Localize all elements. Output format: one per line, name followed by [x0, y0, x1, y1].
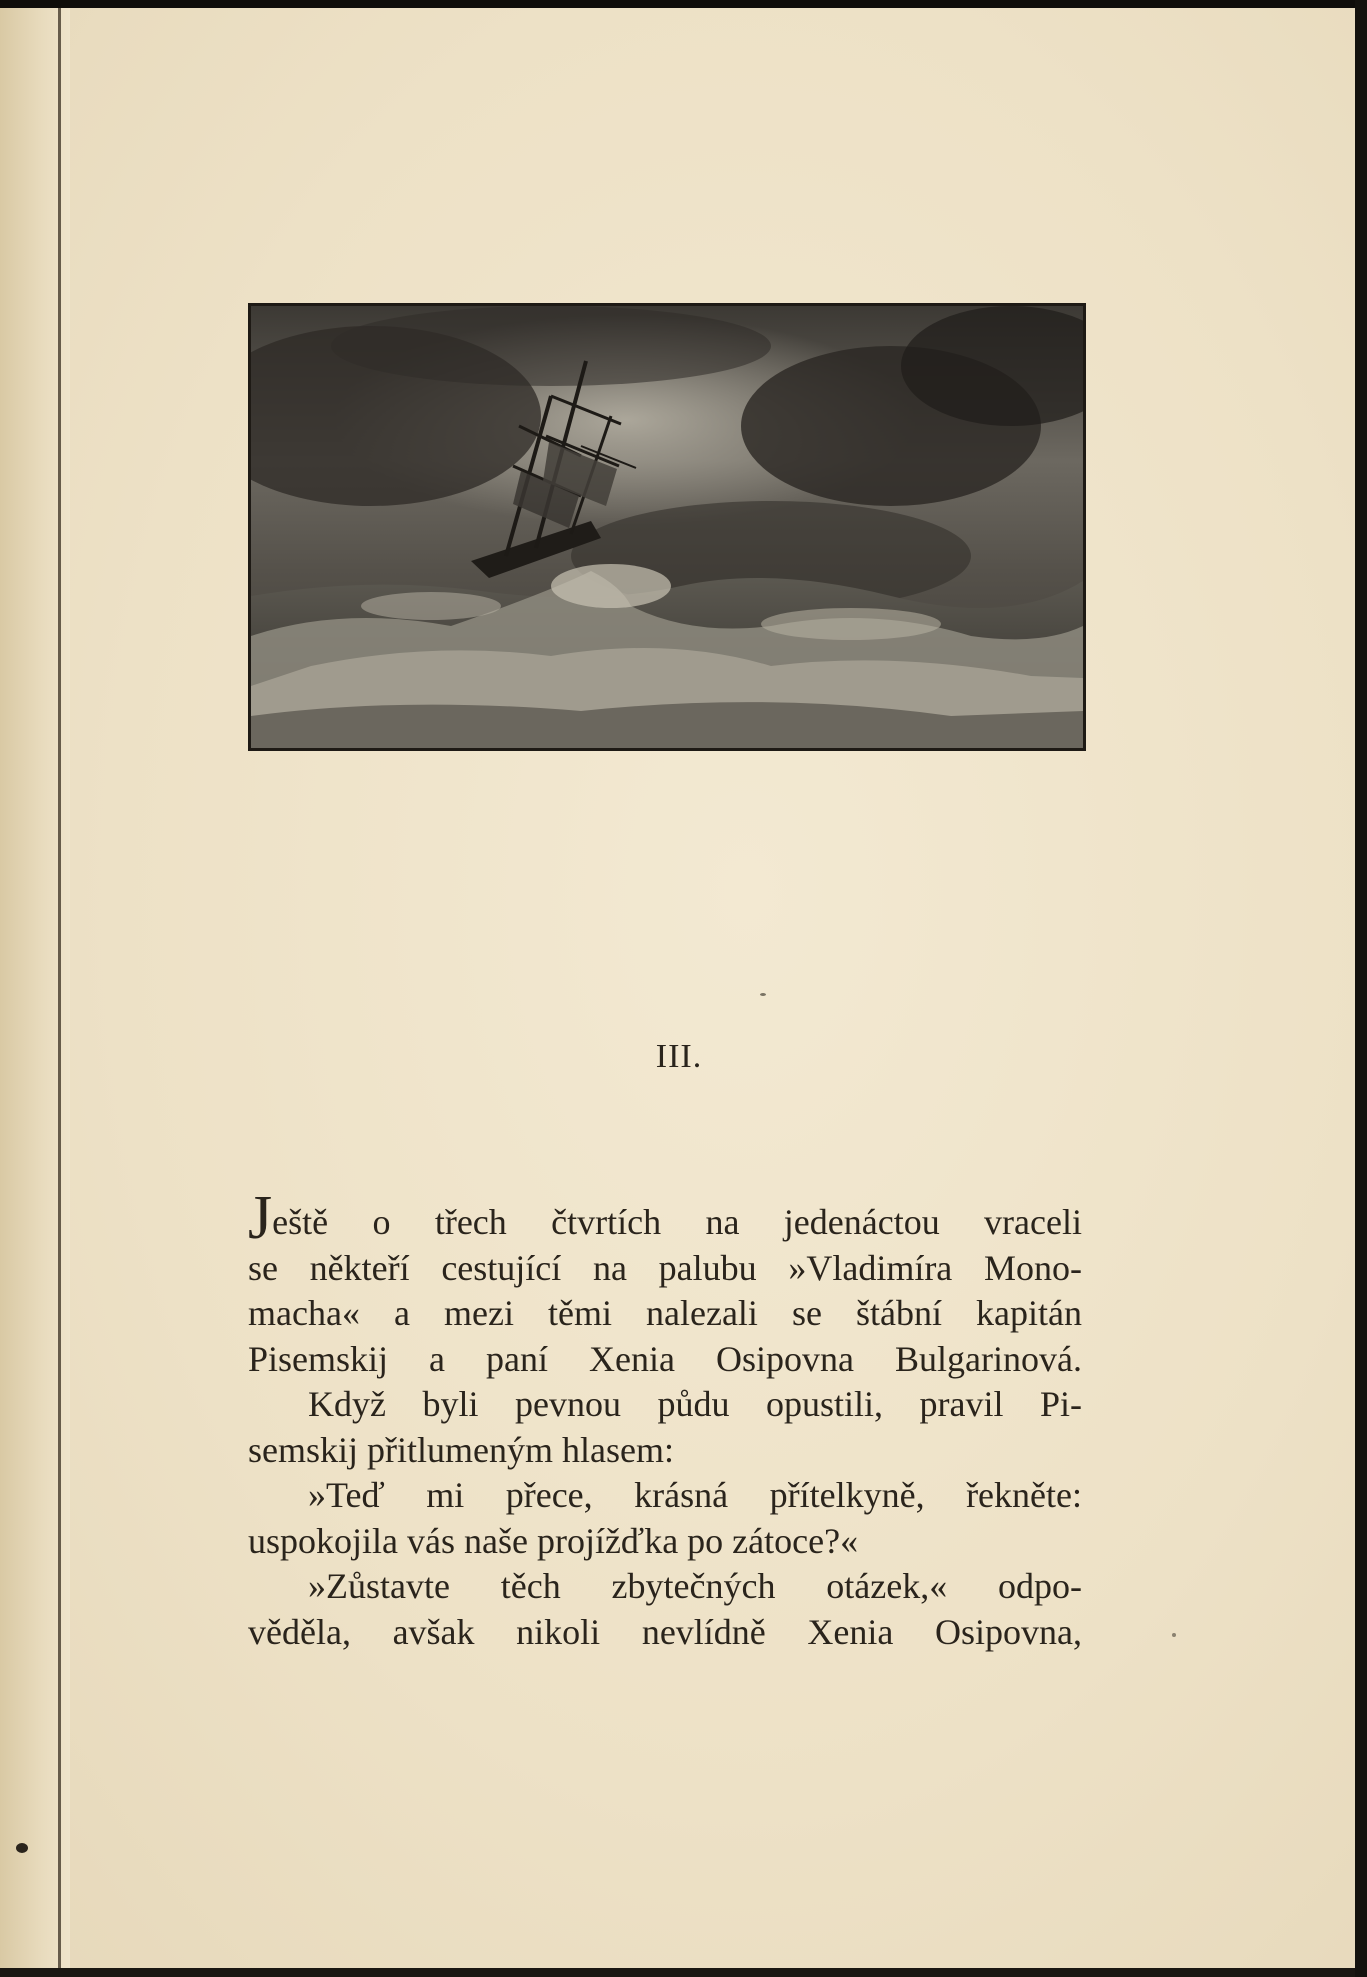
ship-storm-illustration [248, 303, 1086, 751]
text-line-1 [248, 1184, 1082, 1252]
paragraph-1 [248, 1184, 1082, 1382]
text-line-7: »Teď mi přece, krásná přítelkyně, řekněte: [308, 1475, 1082, 1515]
binding-fold [58, 8, 61, 1968]
text-line-3: macha« a mezi těmi nalezali se štábní kapitán [248, 1293, 1082, 1333]
paragraph-4 [248, 1564, 1082, 1655]
chapter-text [248, 1184, 1082, 1655]
paragraph-3 [248, 1473, 1082, 1564]
chapter-number: III. [655, 1038, 703, 1075]
text-line-9: »Zůstavte těch zbytečných otázek,« odpo- [308, 1566, 1082, 1606]
ink-speck [1172, 1633, 1176, 1637]
paragraph-2 [248, 1382, 1082, 1473]
text-line-8: uspokojila vás naše projížďka po zátoce?« [248, 1520, 859, 1561]
drop-cap: J [248, 1184, 273, 1252]
text-line-2: se někteří cestující na palubu »Vladimíra Mono- [248, 1247, 1082, 1288]
illustration-drawing [251, 306, 1083, 748]
text-line-1-rest: eště o třech čtvrtích na jedenáctou vraceli [272, 1202, 1082, 1242]
book-page [0, 8, 1358, 1968]
scan-right-border [1355, 0, 1367, 1977]
ink-speck [760, 993, 766, 996]
text-line-10: věděla, avšak nikoli nevlídně Xenia Osipovna, [248, 1611, 1082, 1652]
text-line-6: semskij přitlumeným hlasem: [248, 1429, 674, 1470]
text-line-5: Když byli pevnou půdu opustili, pravil Pi- [308, 1384, 1082, 1424]
text-line-4: Pisemskij a paní Xenia Osipovna Bulgarinová. [248, 1338, 1082, 1379]
ink-speck [16, 1843, 28, 1853]
